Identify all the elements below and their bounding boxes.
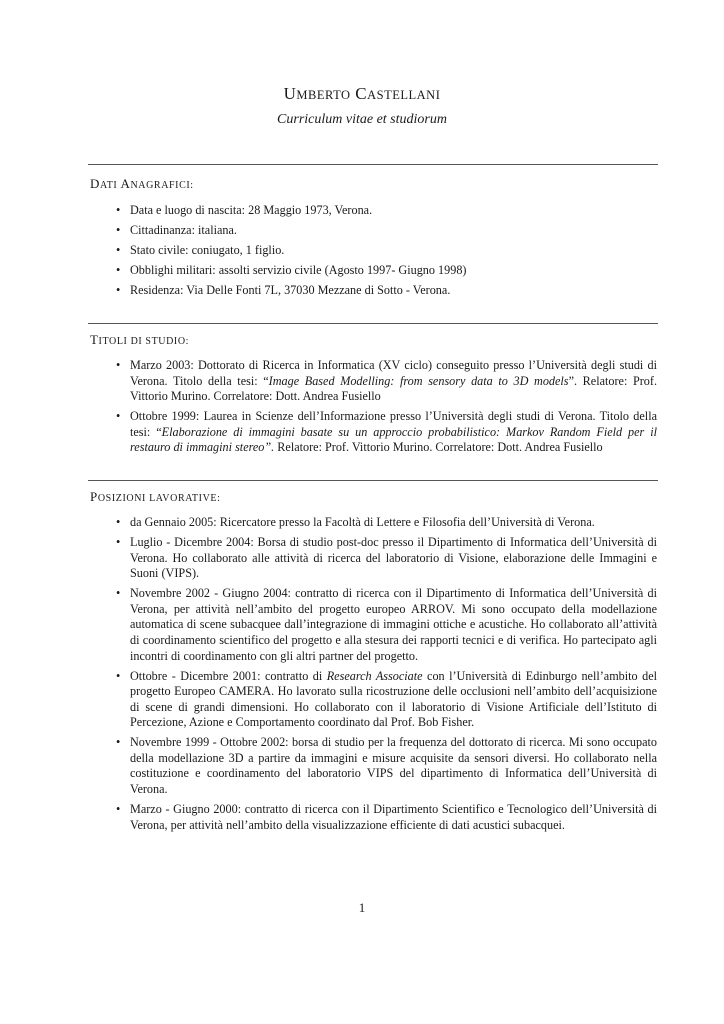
title-rest: OSIZIONI LAVORATIVE: — [97, 493, 221, 504]
list-item — [116, 242, 657, 259]
item-text: Relatore: Prof. Vittorio Murino. Correlatore: Dott. Andrea Fusiello — [274, 440, 603, 455]
section-divider — [88, 480, 658, 481]
bullet-icon: • — [116, 358, 121, 372]
bullet-icon: • — [116, 203, 121, 217]
title-rest: ATI — [100, 180, 121, 191]
item-text: Ottobre 1999: Laurea in Scienze dell’Informazione presso l’Università degli studi di Verona. Titolo della tesi: “ — [130, 409, 657, 439]
list-item — [116, 735, 657, 797]
list-item — [116, 668, 657, 731]
role-title: Research Associate — [326, 668, 423, 683]
list-item — [116, 282, 657, 299]
title-initial: T — [90, 332, 99, 347]
item-text: Novembre 2002 - Giugno 2004: contratto di ricerca con il Dipartimento di Informatica dell’Università di Verona, per attività nell’ambito del progetto europeo ARROV. Mi sono occupato della modellazione automatica di scene subacquee dall’integrazione di immagini ottiche e acustiche. Ho collaborato all’attività di coordinamento scientifico del progetto e alla stesura dei rapporti tecnici e di verifica. Ho partecipato agli incontri di coordinamento con gli altri partner del progetto. — [130, 586, 657, 663]
list-item — [116, 802, 657, 833]
thesis-title: Image Based Modelling: from sensory data to 3D models — [268, 373, 569, 388]
title-initial: D — [90, 176, 100, 191]
list-item — [116, 262, 657, 279]
item-text: Marzo - Giugno 2000: contratto di ricerca con il Dipartimento Scientifico e Tecnologico dell’Università di Verona, per attività nell’ambito della visualizzazione efficiente di dati acustici subacquei. — [130, 802, 657, 832]
section-title-titoli-di-studio — [90, 332, 189, 348]
page-number: 1 — [358, 900, 366, 915]
list-item — [116, 586, 657, 664]
bullet-icon: • — [116, 802, 121, 817]
item-text: ”. Relatore: Prof. Vittorio Murino. Correlatore: Dott. Andrea Fusiello — [130, 373, 657, 404]
bullet-icon: • — [116, 242, 121, 257]
bullet-icon: • — [116, 668, 121, 683]
name-first-initial: U — [283, 84, 297, 103]
title-initial: P — [90, 489, 98, 504]
section-divider — [88, 164, 658, 165]
item-text: Obblighi militari: assolti servizio civile (Agosto 1997- Giugno 1998) — [130, 262, 467, 277]
bullet-icon: • — [116, 282, 121, 297]
list-item — [116, 534, 657, 582]
title-rest: NAGRAFICI: — [130, 180, 194, 191]
item-text: Marzo 2003: Dottorato di Ricerca in Informatica (XV ciclo) conseguito presso l’Università degli studi di Verona. Titolo della tesi: “ — [130, 358, 657, 388]
thesis-title: Elaborazione di immagini basate su un approccio probabilistico: Markov Random Field per il restauro di immagini stereo”. — [130, 424, 657, 455]
bullet-icon: • — [116, 262, 121, 277]
title-initial: A — [120, 176, 131, 191]
item-text: con l’Università di Edinburgo nell’ambito del progetto Europeo CAMERA. Ho lavorato sulla ricostruzione delle occlusioni nell’ambito dell’acquisizione di scene di grandi dimensioni. Ho collaborato con il laboratorio di Visione Artificiale dell’Istituto di Percezione, Azione e Comportamento coordinato dal Prof. Bob Fisher. — [130, 668, 657, 730]
item-text: Ottobre - Dicembre 2001: contratto di — [130, 668, 327, 683]
name-last-rest: ASTELLANI — [367, 88, 441, 102]
item-text: Stato civile: coniugato, 1 figlio. — [130, 242, 285, 257]
name-first-rest: MBERTO — [296, 88, 351, 102]
bullet-icon: • — [116, 409, 121, 424]
item-text: Cittadinanza: italiana. — [130, 222, 237, 237]
section-divider — [88, 323, 658, 324]
item-text: Residenza: Via Delle Fonti 7L, 37030 Mezzane di Sotto - Verona. — [130, 282, 451, 297]
bullet-icon: • — [116, 586, 121, 601]
list-item — [116, 222, 657, 239]
bullet-icon: • — [116, 515, 121, 529]
item-text: Luglio - Dicembre 2004: Borsa di studio post-doc presso il Dipartimento di Informatica dell’Università di Verona. Ho collaborato alle attività di ricerca del laboratorio di Visione, elaborazione delle Immagini e Suoni (VIPS). — [130, 534, 657, 581]
bullet-icon: • — [116, 735, 121, 750]
bullet-icon: • — [116, 222, 121, 237]
item-text: da Gennaio 2005: Ricercatore presso la Facoltà di Lettere e Filosofia dell’Università di Verona. — [130, 515, 595, 529]
title-rest: ITOLI DI STUDIO: — [98, 336, 190, 347]
dati-anagrafici-list — [116, 203, 657, 303]
item-text: Novembre 1999 - Ottobre 2002: borsa di studio per la frequenza del dottorato di ricerca. Mi sono occupato della modellazione 3D a partire da immagini e misure acquisite da sensori diversi. Ho collaborato nella costituzione e coordinamento del laboratorio VIPS del dipartimento di Informatica dell’Università di Verona. — [130, 735, 657, 797]
name-last-initial: C — [355, 84, 368, 103]
list-item — [116, 358, 657, 405]
list-item — [116, 515, 657, 531]
bullet-icon: • — [116, 534, 121, 549]
titoli-di-studio-list — [116, 358, 657, 460]
document-subtitle: Curriculum vitae et studiorum — [277, 112, 447, 127]
item-text: Data e luogo di nascita: 28 Maggio 1973, Verona. — [130, 203, 373, 217]
list-item — [116, 409, 657, 456]
section-title-posizioni-lavorative — [90, 489, 220, 505]
list-item — [116, 203, 657, 219]
author-name — [0, 84, 724, 104]
section-title-dati-anagrafici — [90, 176, 194, 192]
posizioni-lavorative-list — [116, 515, 657, 838]
